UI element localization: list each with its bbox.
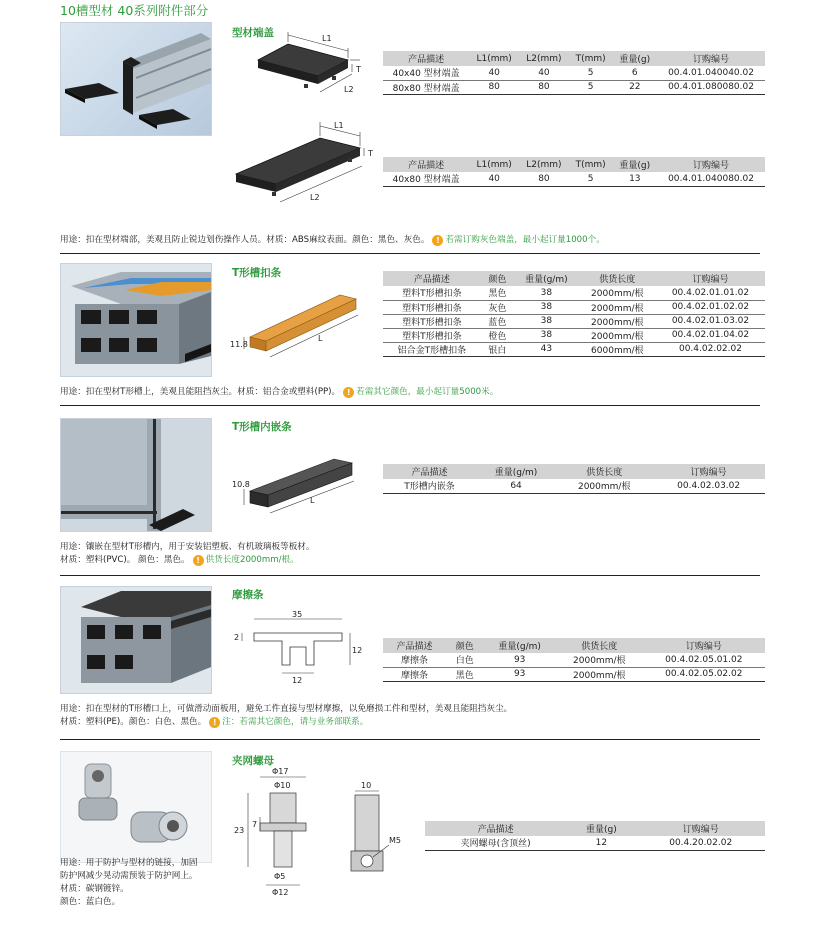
table-cell: 2000mm/根 (556, 653, 643, 667)
table-cell: 43 (514, 342, 579, 356)
table-cell: 22 (613, 80, 658, 94)
dim-l1: L1 (334, 121, 344, 130)
table-cell: 38 (514, 328, 579, 342)
table-cell: 00.4.02.01.03.02 (656, 314, 765, 328)
column-header: 重量(g) (613, 157, 658, 172)
mesh-clamp-nut-drawing-front (230, 765, 330, 897)
end-cap-40x80-drawing (228, 118, 378, 214)
note-icon: ! (193, 555, 204, 566)
friction-strip-table (383, 638, 765, 682)
table-cell: 00.4.01.080080.02 (657, 80, 765, 94)
table-header-row (383, 464, 765, 479)
table-cell: 摩擦条 (383, 667, 446, 681)
note-text: 若需订购灰色端盖，最小起订量1000个。 (445, 235, 605, 245)
table-cell: 00.4.02.01.01.02 (656, 286, 765, 300)
column-header: 重量(g/m) (483, 638, 555, 653)
table-cell: 00.4.02.02.02 (656, 342, 765, 356)
table-cell: 铝合金T形槽扣条 (383, 342, 481, 356)
table-row (383, 172, 765, 186)
t-slot-cover-drawing (230, 285, 370, 365)
dim-d10: Φ10 (274, 781, 291, 790)
mesh-clamp-nut-photo (60, 751, 212, 863)
section-title: 夹网螺母 (232, 755, 274, 767)
section-t-slot-insert (0, 407, 840, 575)
column-header: 订购编号 (652, 464, 765, 479)
table-cell: 灰色 (481, 300, 514, 314)
table-cell: 2000mm/根 (579, 314, 656, 328)
usage-text: 用途：用于防护与型材的链接，加固 防护网减少晃动需预装于防护网上。 材质：碳钢镀锌。 颜色：蓝白色。 (60, 858, 198, 907)
table-cell: 64 (476, 479, 556, 493)
table-cell: 塑料T形槽扣条 (383, 314, 481, 328)
table-row (383, 66, 765, 80)
column-header: 供货长度 (579, 271, 656, 286)
usage-text: 用途：扣在型材T形槽上，美观且能阻挡灰尘。材质：铝合金或塑料(PP)。 ! 若需其它颜色，最小起订量5000米。 (60, 387, 499, 397)
section-t-slot-cover (0, 255, 840, 405)
column-header: 订购编号 (657, 157, 765, 172)
column-header: T(mm) (569, 51, 613, 66)
table-cell: 塑料T形槽扣条 (383, 286, 481, 300)
table-row (383, 80, 765, 94)
table-cell: 6000mm/根 (579, 342, 656, 356)
table-cell: 橙色 (481, 328, 514, 342)
note-text: 若需其它颜色，最小起订量5000米。 (356, 387, 499, 397)
table-cell: 80 (519, 172, 569, 186)
table-row (383, 479, 765, 493)
usage-text: 用途：扣在型材的T形槽口上，可做滑动面板用，避免工件直接与型材摩擦，以免磨损工件和型材，美观且能阻挡灰尘。 材质：塑料(PE)。颜色：白色、黑色。 ! 注：若需其它颜色，请与业务部联系。 (60, 704, 513, 727)
table-cell: 40 (519, 66, 569, 80)
table-cell: 5 (569, 80, 613, 94)
column-header: 供货长度 (556, 464, 652, 479)
column-header: L1(mm) (469, 157, 519, 172)
dim-b: 12 (292, 676, 303, 685)
note-icon: ! (432, 235, 443, 246)
table-row (383, 328, 765, 342)
column-header: L2(mm) (519, 51, 569, 66)
note-icon: ! (343, 387, 354, 398)
table-cell: 塑料T形槽扣条 (383, 328, 481, 342)
table-cell: 00.4.20.02.02 (636, 836, 765, 850)
note-text: 供货长度2000mm/根。 (205, 555, 299, 565)
table-header-row (383, 638, 765, 653)
table-header-row (383, 51, 765, 66)
usage-text: 用途：镶嵌在型材T形槽内，用于安装铝塑板、有机玻璃板等板材。 材质：塑料(PVC)。 颜色：黑色。 ! 供货长度2000mm/根。 (60, 542, 315, 565)
column-header: 订购编号 (636, 821, 765, 836)
column-header: 订购编号 (656, 271, 765, 286)
column-header: 重量(g) (613, 51, 658, 66)
end-cap-table-1 (383, 51, 765, 95)
table-row (383, 286, 765, 300)
table-cell: 38 (514, 314, 579, 328)
column-header: T(mm) (569, 157, 613, 172)
table-row (383, 667, 765, 681)
table-cell: 5 (569, 172, 613, 186)
table-cell: T形槽内嵌条 (383, 479, 476, 493)
dim-l: L (310, 496, 315, 505)
t-slot-insert-table (383, 464, 765, 494)
table-cell: 93 (483, 653, 555, 667)
mesh-clamp-nut-table (425, 821, 765, 851)
friction-strip-photo (60, 586, 212, 694)
column-header: 产品描述 (383, 271, 481, 286)
table-row (383, 314, 765, 328)
table-cell: 40 (469, 66, 519, 80)
column-header: L2(mm) (519, 157, 569, 172)
table-row (383, 300, 765, 314)
section-title: T形槽内嵌条 (232, 421, 292, 433)
table-row (425, 836, 765, 850)
table-cell: 摩擦条 (383, 653, 446, 667)
column-header: 产品描述 (383, 157, 469, 172)
table-cell: 5 (569, 66, 613, 80)
t-slot-insert-drawing (230, 451, 370, 521)
table-cell: 2000mm/根 (556, 667, 643, 681)
column-header: 产品描述 (383, 464, 476, 479)
table-row (383, 342, 765, 356)
column-header: L1(mm) (469, 51, 519, 66)
column-header: 订购编号 (643, 638, 765, 653)
table-cell: 2000mm/根 (579, 328, 656, 342)
table-cell: 6 (613, 66, 658, 80)
section-friction-strip (0, 577, 840, 739)
table-cell: 白色 (446, 653, 483, 667)
mesh-clamp-nut-drawing-side (345, 779, 415, 889)
divider (60, 405, 760, 406)
table-cell: 38 (514, 286, 579, 300)
table-cell: 00.4.01.040080.02 (657, 172, 765, 186)
column-header: 重量(g/m) (514, 271, 579, 286)
table-cell: 黑色 (446, 667, 483, 681)
note-icon: ! (209, 717, 220, 728)
t-slot-insert-photo (60, 418, 212, 532)
section-mesh-clamp-nut (0, 741, 840, 927)
dim-w10: 10 (361, 781, 372, 790)
table-cell: 00.4.02.01.04.02 (656, 328, 765, 342)
table-cell: 夹网螺母(含顶丝) (425, 836, 566, 850)
dim-t: T (356, 65, 361, 74)
friction-strip-drawing (232, 609, 362, 689)
t-slot-cover-table (383, 271, 765, 357)
column-header: 颜色 (446, 638, 483, 653)
dim-l1: L1 (322, 34, 332, 43)
dim-d5: Φ5 (274, 872, 286, 881)
table-cell: 80 (519, 80, 569, 94)
t-slot-cover-photo (60, 263, 212, 377)
dim-h23: 23 (234, 826, 245, 835)
end-cap-table-2 (383, 157, 765, 187)
table-cell: 银白 (481, 342, 514, 356)
dim-h1: 2 (234, 633, 240, 642)
table-cell: 38 (514, 300, 579, 314)
table-cell: 2000mm/根 (579, 286, 656, 300)
divider (60, 575, 760, 576)
end-cap-40x40-drawing (248, 30, 368, 108)
table-cell: 80 (469, 80, 519, 94)
table-header-row (383, 157, 765, 172)
table-cell: 40x40 型材端盖 (383, 66, 469, 80)
table-cell: 12 (566, 836, 636, 850)
column-header: 重量(g) (566, 821, 636, 836)
table-cell: 黑色 (481, 286, 514, 300)
dim-l2: L2 (344, 85, 354, 94)
table-cell: 00.4.02.01.02.02 (656, 300, 765, 314)
table-cell: 00.4.02.05.02.02 (643, 667, 765, 681)
dim-d17: Φ17 (272, 767, 289, 776)
dim-h: 10.8 (232, 480, 250, 489)
column-header: 产品描述 (425, 821, 566, 836)
table-row (383, 653, 765, 667)
table-header-row (383, 271, 765, 286)
section-title: 型材端盖 (232, 27, 274, 39)
page-title: 10槽型材 40系列附件部分 (60, 3, 209, 18)
section-title: 摩擦条 (232, 589, 264, 601)
table-cell: 00.4.01.040040.02 (657, 66, 765, 80)
dim-h2: 12 (352, 646, 362, 655)
table-cell: 80x80 型材端盖 (383, 80, 469, 94)
table-cell: 13 (613, 172, 658, 186)
note-text: 注：若需其它颜色，请与业务部联系。 (222, 717, 369, 727)
dim-h7: 7 (252, 820, 258, 829)
table-cell: 蓝色 (481, 314, 514, 328)
divider (60, 739, 760, 740)
dim-m5: M5 (389, 836, 401, 845)
table-cell: 93 (483, 667, 555, 681)
dim-l: L (318, 334, 323, 343)
column-header: 颜色 (481, 271, 514, 286)
column-header: 产品描述 (383, 638, 446, 653)
table-cell: 40 (469, 172, 519, 186)
usage-text: 用途：扣在型材端部，美观且防止锐边划伤操作人员。材质：ABS麻纹表面。颜色：黑色、灰色。 ! 若需订购灰色端盖，最小起订量1000个。 (60, 235, 605, 245)
dim-l2: L2 (310, 193, 320, 202)
divider (60, 253, 760, 254)
dim-t: T (368, 149, 373, 158)
table-cell: 塑料T形槽扣条 (383, 300, 481, 314)
section-title: T形槽扣条 (232, 267, 282, 279)
column-header: 供货长度 (556, 638, 643, 653)
column-header: 订购编号 (657, 51, 765, 66)
dim-h: 11.8 (230, 340, 248, 349)
table-cell: 40x80 型材端盖 (383, 172, 469, 186)
section-end-cap (0, 0, 840, 255)
table-cell: 2000mm/根 (556, 479, 652, 493)
table-cell: 2000mm/根 (579, 300, 656, 314)
table-cell: 00.4.02.03.02 (652, 479, 765, 493)
end-cap-photo (60, 22, 212, 136)
dim-w: 35 (292, 610, 303, 619)
table-header-row (425, 821, 765, 836)
dim-d12: Φ12 (272, 888, 289, 897)
table-cell: 00.4.02.05.01.02 (643, 653, 765, 667)
column-header: 产品描述 (383, 51, 469, 66)
column-header: 重量(g/m) (476, 464, 556, 479)
